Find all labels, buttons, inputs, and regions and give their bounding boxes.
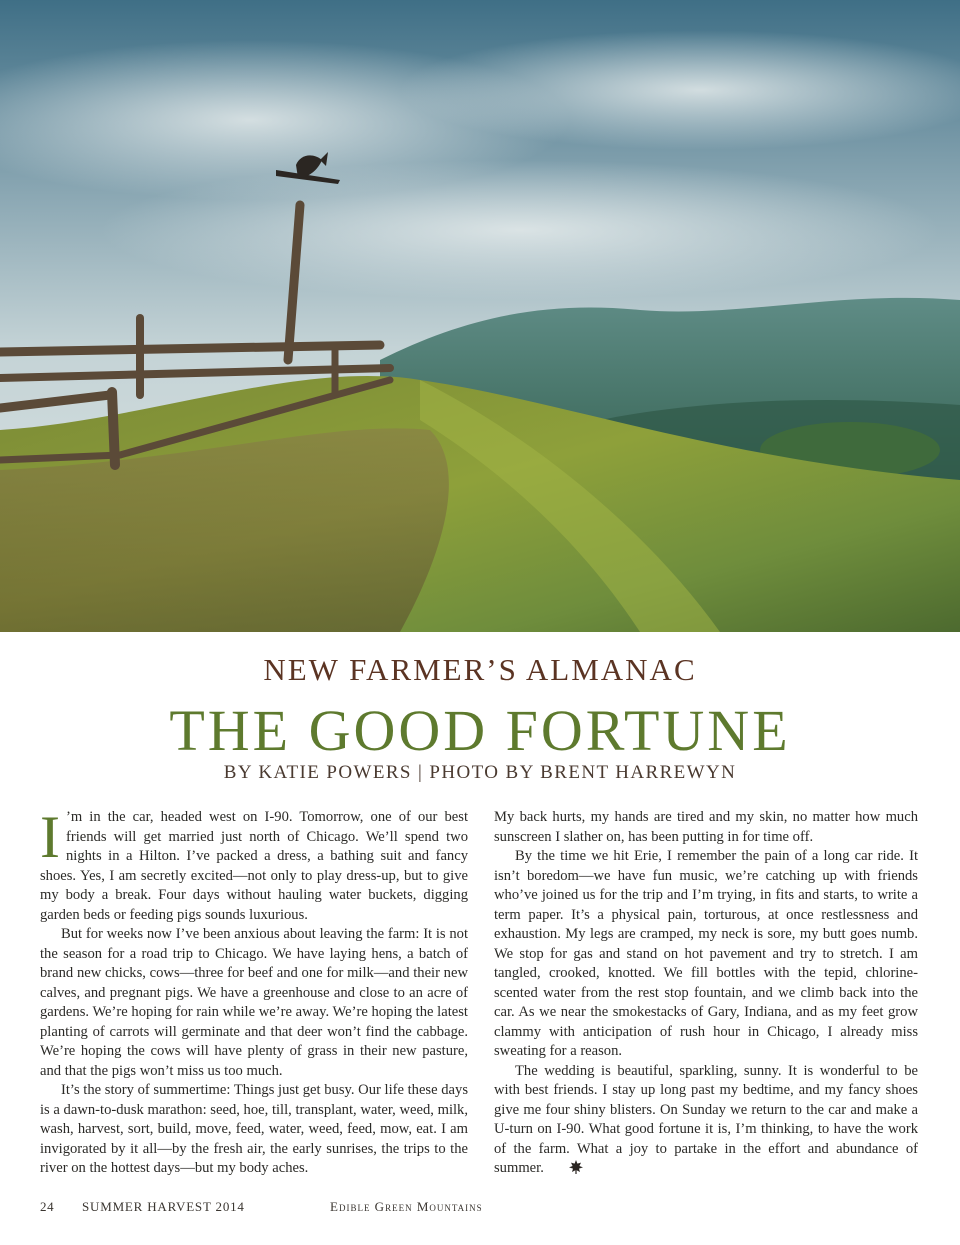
body-column-right: [494, 808, 918, 1181]
article-title: THE GOOD FORTUNE: [169, 698, 791, 763]
section-kicker: NEW FARMER’S ALMANAC: [263, 652, 697, 687]
magazine-name: Edible Green Mountains: [330, 1199, 483, 1214]
paragraph-text: The wedding is beautiful, sparkling, sunny. It is wonderful to be with best friends. I stay up long past my bedtime, and my fancy shoes give me four shiny blisters. On Sunday we return to the car and make a U-turn on I-90. What good fortune it is, I’m thinking, to have the work of the farm. What a joy to partake in the effort and abundance of summer.: [494, 1062, 918, 1176]
page-number: 24: [40, 1199, 55, 1214]
leaf-icon: [548, 1160, 583, 1181]
byline: BY KATIE POWERS | PHOTO BY BRENT HARREWYN: [223, 762, 737, 783]
paragraph: My back hurts, my hands are tired and my skin, no matter how much sunscreen I slather on, has been putting in for time off.: [494, 809, 918, 845]
paragraph: [40, 804, 468, 925]
paragraph: [494, 1062, 918, 1181]
issue-label: SUMMER HARVEST 2014: [82, 1199, 245, 1214]
paragraph: It’s the story of summertime: Things just get busy. Our life these days is a dawn-to-dusk marathon: seed, hoe, till, transplant, water, weed, milk, wash, harvest, sort, build, move, feed, water, weed, feed, mow, eat. I am invigorated by it all—by the fresh air, the early sunrises, the trips to the river on the hottest days—but my body aches.: [40, 1082, 468, 1176]
drop-cap: I: [40, 804, 60, 870]
body-column-left: [40, 804, 468, 1179]
paragraph-text: ’m in the car, headed west on I-90. Tomorrow, one of our best friends will get married just north of Chicago. We’ll spend two nights in a Hilton. I’ve packed a dress, a bathing suit and fancy shoes. Yes, I am secretly excited—not only to play dress-up, but to give my body a break. Four days without hauling water buckets, digging garden beds or feeding pigs sounds luxurious.: [40, 809, 468, 923]
paragraph: By the time we hit Erie, I remember the pain of a long car ride. It isn’t boredom—we have fun music, we’re catching up with friends who’ve joined us for the trip and I’m trying, in fits and starts, to write a term paper. It’s a physical pain, torturous, at once restlessness and exhaustion. My legs are cramped, my neck is sore, my butt goes numb. We stop for gas and stand on hot pavement and try to stretch. I am tangled, crooked, knotted. We fill bottles with the tepid, chlorine-scented water from the rest stop fountain, and we climb back into the car. As we near the smokestacks of Gary, Indiana, and as my feet grow clammy with anticipation of rush hour in Chicago, I already miss sweating for a reason.: [494, 848, 918, 1059]
paragraph: But for weeks now I’ve been anxious about leaving the farm: It is not the season for a road trip to Chicago. We have laying hens, a batch of brand new chicks, cows—three for beef and one for milk—and their new calves, and pregnant pigs. We have a greenhouse and close to an acre of gardens. We’re hoping for rain while we’re away. We’re hoping the latest planting of carrots will germinate and that deer won’t find the cabbage. We’re hoping the cows will have plenty of grass in their new pasture, and that the pigs won’t miss us too much.: [40, 926, 468, 1079]
